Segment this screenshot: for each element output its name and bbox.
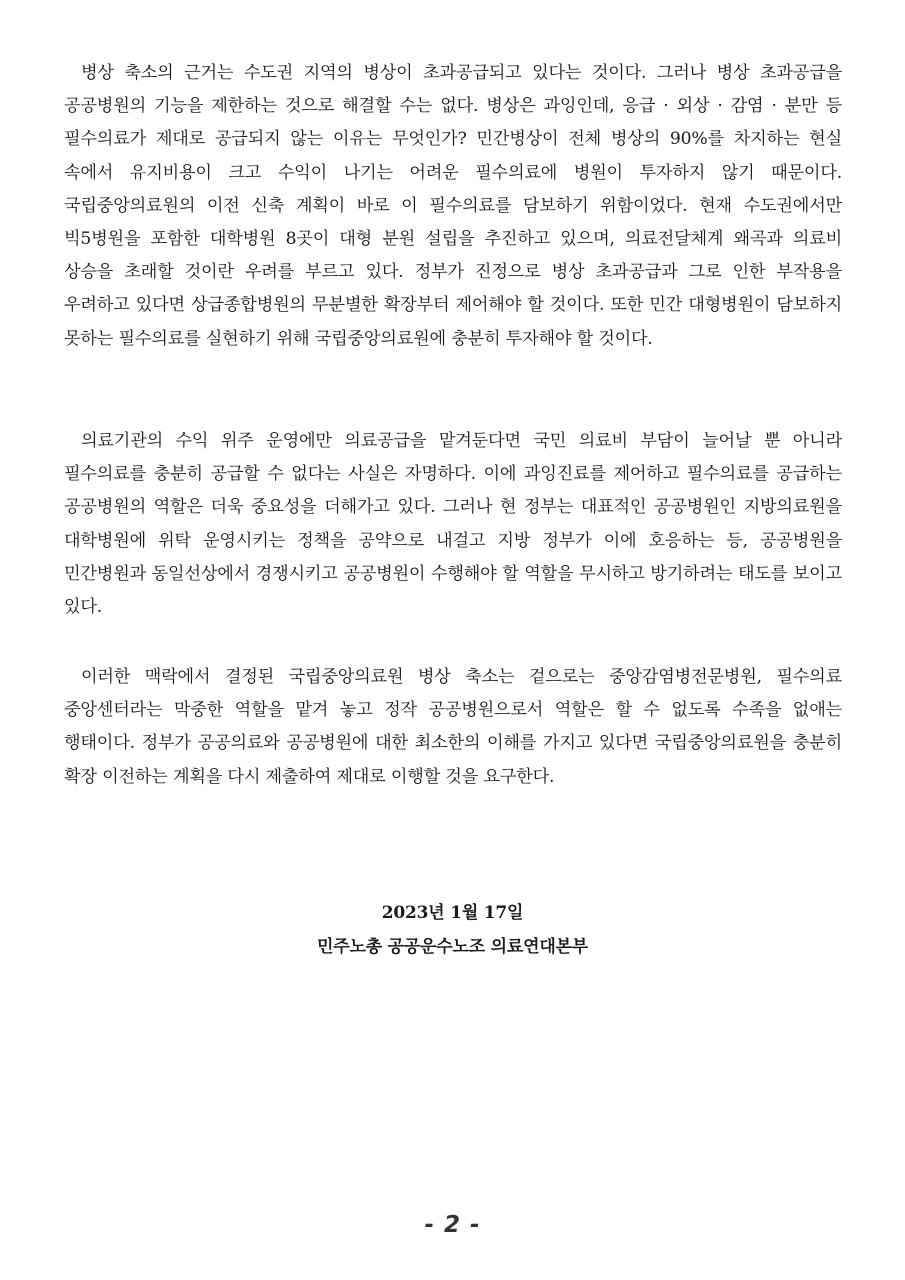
statement-date: 2023년 1월 17일 [381, 903, 524, 923]
body-paragraph-1: 병상 축소의 근거는 수도권 지역의 병상이 초과공급되고 있다는 것이다. 그러나 병상 초과공급을 공공병원의 기능을 제한하는 것으로 해결할 수는 없다. 병상은 과잉인데, 응급 · 외상 · 감염 · 분만 등 필수의료가 제대로 공급되지 않는 이유는 무엇인가? 민간병상이 전체 병상의 90%를 차지하는 현실 속에서 유지비용이 크고 수익이 나기는 어려운 필수의료에 병원이 투자하지 않기 때문이다. 국립중앙의료원의 이전 신축 계획이 바로 이 필수의료를 담보하기 위함이었다. 현재 수도권에서만 빅5병원을 포함한 대학병원 8곳이 대형 분원 설립을 추진하고 있으며, 의료전달체계 왜곡과 의료비 상승을 초래할 것이란 우려를 부르고 있다. 정부가 진정으로 병상 초과공급과 그로 인한 부작용을 우려하고 있다면 상급종합병원의 무분별한 확장부터 제어해야 할 것이다. 또한 민간 대형병원이 담보하지 못하는 필수의료를 실현하기 위해 국립중앙의료원에 충분히 투자해야 할 것이다. [64, 63, 842, 349]
body-paragraph-2: 의료기관의 수익 위주 운영에만 의료공급을 맡겨둔다면 국민 의료비 부담이 늘어날 뿐 아니라 필수의료를 충분히 공급할 수 없다는 사실은 자명하다. 이에 과잉진료를 제어하고 필수의료를 공급하는 공공병원의 역할은 더욱 중요성을 더해가고 있다. 그러나 현 정부는 대표적인 공공병원인 지방의료원을 대학병원에 위탁 운영시키는 정책을 공약으로 내걸고 지방 정부가 이에 호응하는 등, 공공병원을 민간병원과 동일선상에서 경쟁시키고 공공병원이 수행해야 할 역할을 무시하고 방기하려는 태도를 보이고 있다. [64, 431, 842, 618]
issuing-organization: 민주노총 공공운수노조 의료연대본부 [317, 937, 588, 957]
body-paragraph-3: 이러한 맥락에서 결정된 국립중앙의료원 병상 축소는 겉으로는 중앙감염병전문병원, 필수의료 중앙센터라는 막중한 역할을 맡겨 놓고 정작 공공병원으로서 역할은 할 수 없도록 수족을 없애는 행태이다. 정부가 공공의료와 공공병원에 대한 최소한의 이해를 가지고 있다면 국립중앙의료원을 충분히 확장 이전하는 계획을 다시 제출하여 제대로 이행할 것을 요구한다. [64, 667, 842, 787]
page-number: - 2 - [424, 1212, 481, 1238]
